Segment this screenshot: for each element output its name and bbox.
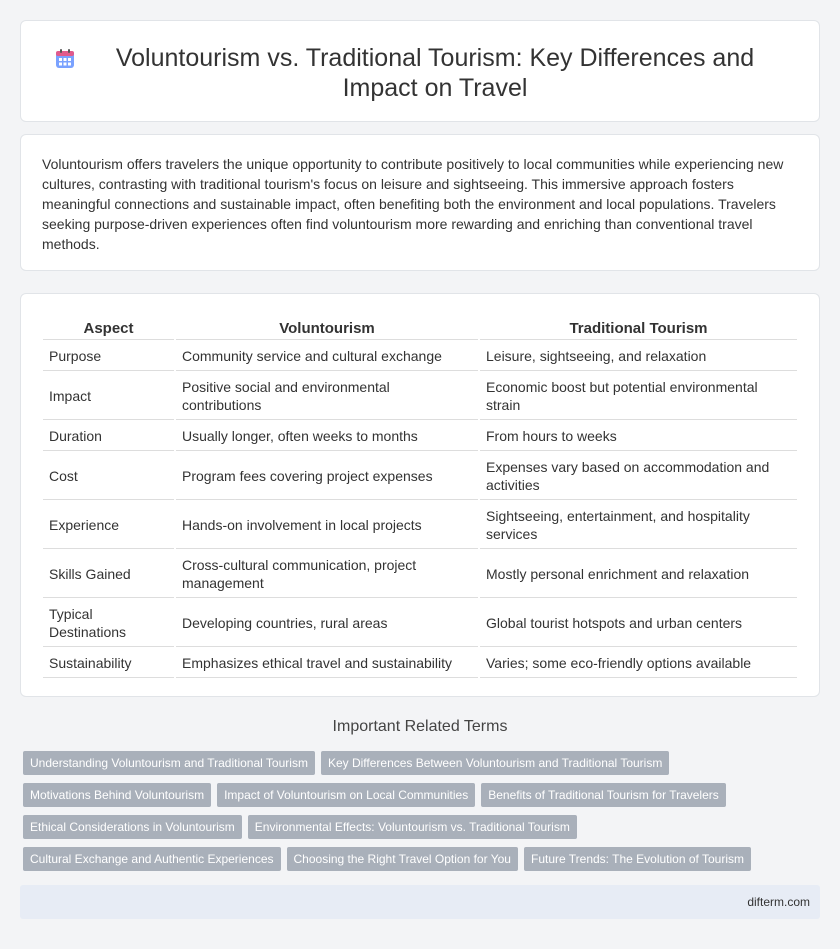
table-row [43, 600, 797, 647]
cell-traditional: Global tourist hotspots and urban centers [480, 600, 797, 647]
cell-voluntourism: Community service and cultural exchange [176, 342, 478, 371]
header-aspect: Aspect [43, 316, 174, 340]
related-term-link[interactable]: Impact of Voluntourism on Local Communities [217, 783, 475, 807]
cell-voluntourism: Hands-on involvement in local projects [176, 502, 478, 549]
header-traditional-tourism: Traditional Tourism [480, 316, 797, 340]
table-row [43, 342, 797, 371]
table-row [43, 649, 797, 678]
table-row [43, 422, 797, 451]
cell-traditional: Leisure, sightseeing, and relaxation [480, 342, 797, 371]
related-term-link[interactable]: Environmental Effects: Voluntourism vs. Traditional Tourism [248, 815, 577, 839]
cell-aspect: Skills Gained [43, 551, 174, 598]
cell-aspect: Cost [43, 453, 174, 500]
related-terms-list [23, 751, 803, 879]
title-card [20, 20, 820, 122]
intro-card [20, 134, 820, 271]
related-term-link[interactable]: Key Differences Between Voluntourism and Traditional Tourism [321, 751, 669, 775]
calendar-icon [54, 48, 76, 70]
related-term-link[interactable]: Motivations Behind Voluntourism [23, 783, 211, 807]
related-term-link[interactable]: Benefits of Traditional Tourism for Travelers [481, 783, 726, 807]
cell-aspect: Typical Destinations [43, 600, 174, 647]
cell-aspect: Purpose [43, 342, 174, 371]
footer-site-link[interactable]: difterm.com [747, 895, 810, 909]
related-term-link[interactable]: Ethical Considerations in Voluntourism [23, 815, 242, 839]
related-term-link[interactable]: Choosing the Right Travel Option for You [287, 847, 518, 871]
tag-row [23, 815, 803, 847]
table-row [43, 551, 797, 598]
cell-aspect: Experience [43, 502, 174, 549]
cell-voluntourism: Usually longer, often weeks to months [176, 422, 478, 451]
related-term-link[interactable]: Cultural Exchange and Authentic Experiences [23, 847, 281, 871]
cell-traditional: Expenses vary based on accommodation and activities [480, 453, 797, 500]
tag-row [23, 847, 803, 879]
cell-traditional: Varies; some eco-friendly options available [480, 649, 797, 678]
tag-row [23, 751, 803, 783]
title-wrap [21, 43, 819, 103]
cell-voluntourism: Cross-cultural communication, project management [176, 551, 478, 598]
page-title: Voluntourism vs. Traditional Tourism: Key Differences and Impact on Travel [115, 44, 755, 102]
cell-voluntourism: Program fees covering project expenses [176, 453, 478, 500]
table-header-row [43, 316, 797, 340]
intro-paragraph: Voluntourism offers travelers the unique opportunity to contribute positively to local communities while experiencing new cultures, contrasting with traditional tourism's focus on leisure and sightseeing. This immersive approach fosters meaningful connections and sustainable impact, often benefiting both the environment and local populations. Travelers seeking purpose-driven experiences often find voluntourism more rewarding and enriching than conventional travel methods. [42, 156, 784, 252]
cell-aspect: Impact [43, 373, 174, 420]
table-row [43, 502, 797, 549]
cell-aspect: Duration [43, 422, 174, 451]
cell-traditional: Economic boost but potential environmental strain [480, 373, 797, 420]
cell-voluntourism: Positive social and environmental contributions [176, 373, 478, 420]
footer [20, 885, 820, 919]
related-term-link[interactable]: Future Trends: The Evolution of Tourism [524, 847, 751, 871]
comparison-table [41, 314, 799, 680]
related-term-link[interactable]: Understanding Voluntourism and Traditional Tourism [23, 751, 315, 775]
cell-voluntourism: Emphasizes ethical travel and sustainability [176, 649, 478, 678]
header-voluntourism: Voluntourism [176, 316, 478, 340]
cell-traditional: Mostly personal enrichment and relaxation [480, 551, 797, 598]
cell-traditional: Sightseeing, entertainment, and hospitality services [480, 502, 797, 549]
table-row [43, 373, 797, 420]
comparison-table-card [20, 293, 820, 697]
cell-aspect: Sustainability [43, 649, 174, 678]
cell-voluntourism: Developing countries, rural areas [176, 600, 478, 647]
tag-row [23, 783, 803, 815]
related-terms-heading: Important Related Terms [332, 718, 508, 735]
cell-traditional: From hours to weeks [480, 422, 797, 451]
table-row [43, 453, 797, 500]
